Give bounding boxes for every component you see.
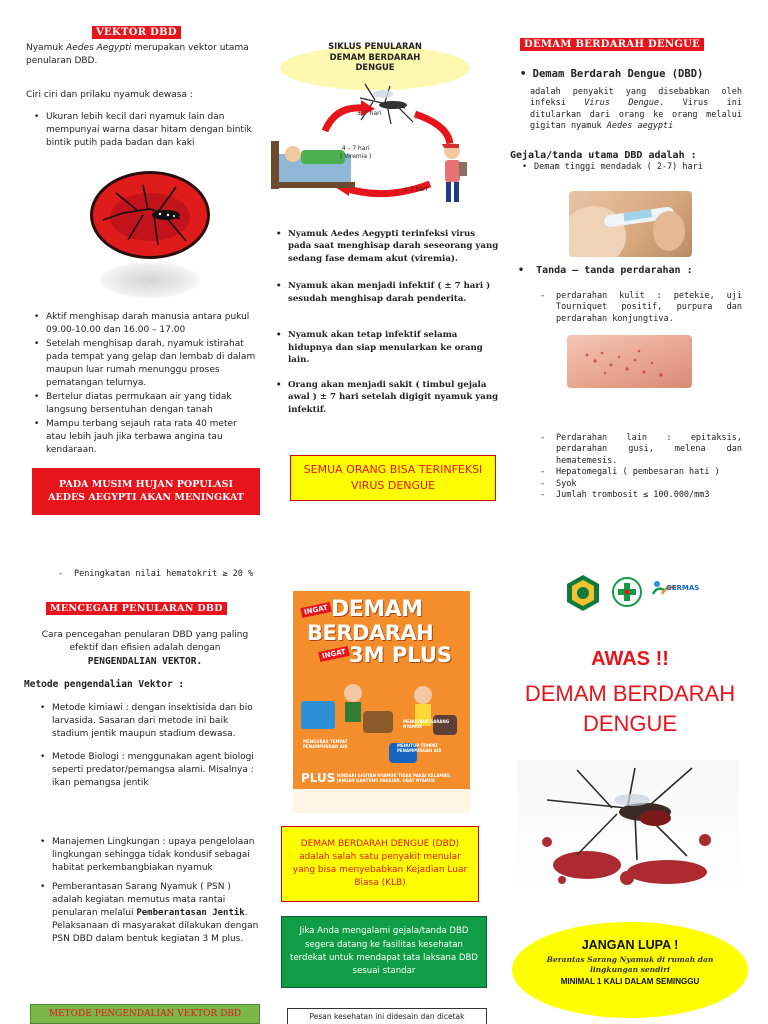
germas-text: GERMAS	[666, 584, 700, 592]
list-item: - Hepatomegali ( pembesaran hati )	[538, 467, 742, 478]
poster-line-2: BERDARAH	[307, 621, 434, 645]
dbd-big-title-2: DENGUE	[582, 710, 678, 736]
siklus-title-2: DEMAM BERDARAH DENGUE	[329, 51, 421, 72]
tanda-bullet: •	[518, 265, 525, 276]
tanda-heading	[518, 265, 693, 276]
rash-photo	[567, 335, 692, 388]
siklus-diagram	[265, 36, 480, 216]
metode-footer-box: METODE PENGENDALIAN VEKTOR DBD	[30, 1004, 260, 1024]
dbd-title	[520, 68, 703, 80]
dbd-desc-2: . Virus ini ditularkan dari orang ke orang melalui gigitan nyamuk	[530, 98, 742, 132]
germas-logo	[650, 578, 702, 604]
tanda-heading-text: Tanda – tanda perdarahan :	[536, 265, 693, 276]
list-item: • Manajemen Lingkungan : upaya pengelolaan lingkungan sehingga tidak kondusif sebagai habitat perkembangbiakan nyamuk	[38, 836, 260, 875]
dbd-header: DEMAM BERDARAH DENGUE	[520, 38, 704, 51]
list-item: • Nyamuk akan tetap infektif selama hidupnya dan siap menularkan ke orang lain.	[274, 329, 500, 366]
psn-text-1: Pemberantasan Sarang Nyamuk ( PSN ) adalah kegiatan memutus mata rantai penularan melalui	[52, 882, 231, 919]
oval-shadow	[100, 262, 200, 298]
list-item: - Peningkatan nilai hematokrit ≥ 20 %	[56, 569, 261, 580]
metode-list	[38, 702, 260, 876]
siklus-list	[274, 228, 500, 417]
dbd-big-title	[505, 679, 755, 738]
list-item: - Syok	[538, 479, 742, 490]
ciri-heading: Ciri ciri dan prilaku nyamuk dewasa :	[26, 90, 193, 100]
poster-tag-1: MENGUBUR SARANG NYAMUK	[403, 719, 450, 729]
cara-text	[34, 629, 256, 669]
poster-ingat-2: INGAT	[318, 646, 349, 662]
psn-text-2: . Pelaksanaan di masyarakat dilakukan dengan PSN DBD dalam bentuk kegiatan 3 M plus.	[52, 908, 259, 945]
siklus-title-1: SIKLUS PENULARAN	[328, 41, 422, 51]
poster-ingat-1: INGAT	[300, 602, 331, 618]
hematokrit-list	[56, 569, 261, 580]
poster-footer-strip	[293, 789, 470, 813]
poster-plus-text: HINDARI GIGITAN NYAMUK TIDAK PAKAI KELAMBU, JANGAN GANTUNG PAKAIAN, OBAT NYAMUK	[337, 773, 452, 784]
musim-hujan-warning: PADA MUSIM HUJAN POPULASI AEDES AEGYPTI AKAN MENINGKAT	[32, 468, 260, 515]
semua-orang-box: SEMUA ORANG BISA TERINFEKSI VIRUS DENGUE	[290, 455, 496, 501]
label-bottom: ± 7 hari	[403, 186, 428, 193]
poster-line-1: DEMAM	[331, 597, 423, 622]
vektor-dbd-title: VEKTOR DBD	[92, 26, 181, 39]
list-item: • Nyamuk akan menjadi infektif ( ± 7 hari ) sesudah menghisap darah penderita.	[274, 280, 500, 305]
poster-plus: PLUS	[301, 771, 336, 785]
list-item: • Aktif menghisap darah manusia antara pukul 09.00-10.00 dan 16.00 – 17.00	[32, 311, 258, 337]
list-item: • Metode Biologi : menggunakan agent biologi seperti predator/pemangsa alami. Misalnya : ikan pemangsa jentik	[38, 751, 260, 790]
3m-plus-poster	[293, 591, 470, 813]
mosquito-oval-image	[88, 165, 213, 265]
psn-list	[38, 881, 260, 947]
label-viremia-block	[340, 145, 371, 161]
dbd-bullet: •	[520, 68, 527, 80]
label-top: ± 7 hari	[357, 110, 382, 117]
list-item: • Ukuran lebih kecil dari nyamuk lain dan mempunyai warna dasar hitam dengan bintik bintik putih pada badan dan kaki	[32, 111, 258, 150]
list-item: - perdarahan kulit : petekie, uji Tourniquet positif, purpura dan perdarahan konjungtiva.	[538, 291, 742, 325]
vektor-intro	[26, 42, 261, 68]
berantas-text: Berantas Sarang Nyamuk di rumah dan lingkungan sendiri	[546, 955, 714, 974]
psn-bold: Pemberantasan Jentik	[136, 908, 245, 919]
kemenag-logo	[565, 574, 601, 612]
dbd-desc-1: adalah penyakit yang disebabkan oleh infeksi	[530, 87, 742, 109]
intro-suffix: merupakan vektor utama penularan DBD.	[26, 43, 249, 67]
siklus-title	[320, 41, 430, 73]
list-item: • Demam tinggi mendadak ( 2-7) hari	[520, 162, 740, 173]
label-viremia-days: 4 – 7 hari	[341, 145, 370, 152]
poster-tag-2: MENGURAS TEMPAT PENAMPUNGAN AIR	[303, 739, 348, 749]
poster-tag-3: MENUTUP TEMPAT PENAMPUNGAN AIR	[397, 743, 442, 753]
dbd-desc	[530, 87, 742, 133]
intro-prefix: Nyamuk	[26, 43, 67, 53]
list-item: - Jumlah trombosit ≤ 100.000/mm3	[538, 490, 742, 501]
gejala-list	[520, 162, 740, 174]
dbd-title-text: Demam Berdarah Dengue (DBD)	[532, 68, 704, 80]
dbd-species: Aedes aegypti	[606, 121, 674, 132]
list-item: • Setelah menghisap darah, nyamuk istirahat pada tempat yang gelap dan lembab di dalam maupun luar rumah menunggu proses pematangan telurnya.	[32, 338, 258, 390]
gejala-heading: Gejala/tanda utama DBD adalah :	[510, 150, 697, 161]
kemenkes-logo	[612, 576, 642, 608]
list-item: • Nyamuk Aedes Aegypti terinfeksi virus pada saat menghisap darah seseorang yang sedang fase demam akut (viremia).	[274, 228, 500, 265]
dbd-info-box: DEMAM BERDARAH DENGUE (DBD) adalah salah satu penyakit menular yang bisa menyebabkan Kejadian Luar Biasa (KLB)	[281, 826, 479, 902]
list-item: • Orang akan menjadi sakit ( timbul gejala awal ) ± 7 hari setelah digigit nyamuk yang infektif.	[274, 379, 500, 416]
list-item: • Mampu terbang sejauh rata rata 40 meter atau lebih jauh jika terbawa angina tau kendaraan.	[32, 418, 258, 457]
list-item: • Metode kimiawi : dengan insektisida dan bio larvasida. Sasaran dari metode ini baik stadium jentik maupun stadium dewasa.	[38, 702, 260, 741]
green-advice-box: Jika Anda mengalami gejala/tanda DBD segera datang ke fasilitas kesehatan terdekat untuk mendapat tata laksana DBD sesuai standar	[281, 916, 487, 988]
metode-heading: Metode pengendalian Vektor :	[24, 679, 185, 690]
list-item: - Perdarahan lain : epitaksis, perdarahan gusi, melena dan hematemesis.	[538, 433, 742, 467]
minimal-text: MINIMAL 1 KALI DALAM SEMINGGU	[560, 976, 700, 986]
behaviour-list	[32, 311, 258, 459]
list-item: • Bertelur diatas permukaan air yang tidak langsung bersentuhan dengan tanah	[32, 391, 258, 417]
jangan-lupa-title: JANGAN LUPA !	[581, 938, 679, 952]
jangan-lupa-oval	[512, 922, 748, 1018]
poster-line-3: 3M PLUS	[349, 643, 453, 667]
cara-bold: PENGENDALIAN VEKTOR.	[87, 656, 203, 668]
cara-text-body: Cara pencegahan penularan DBD yang paling efektif dan efisien adalah dengan	[41, 630, 249, 654]
intro-species: Aedes Aegypti	[66, 43, 132, 53]
other-list	[538, 433, 742, 502]
bottom-note: Pesan kesehatan ini didesain dan dicetak	[287, 1008, 487, 1024]
label-viremia: ( Viremia )	[340, 152, 372, 160]
dbd-virus: Virus Dengue	[584, 98, 660, 109]
ciri-list	[32, 111, 258, 151]
awas-text: AWAS !!	[591, 648, 669, 670]
mencegah-title: MENCEGAH PENULARAN DBD	[46, 602, 227, 615]
thermometer-photo	[569, 191, 692, 257]
mosquito-blood-photo	[517, 760, 739, 892]
tanda-list	[538, 291, 742, 325]
psn-item	[38, 881, 260, 946]
dbd-big-title-1: DEMAM BERDARAH	[524, 681, 736, 706]
